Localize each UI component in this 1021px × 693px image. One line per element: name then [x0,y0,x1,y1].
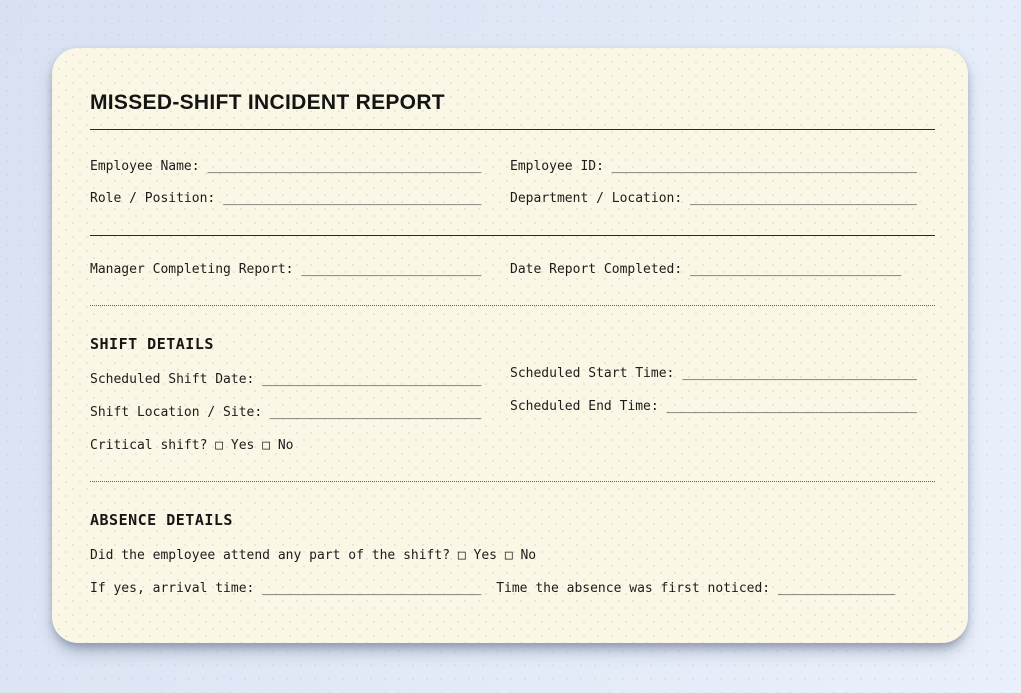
first-noticed-label: Time the absence was first noticed: [496,581,771,596]
shift-details-heading: SHIFT DETAILS [90,335,214,353]
page-title: MISSED-SHIFT INCIDENT REPORT [90,91,445,114]
critical-shift-no-checkbox[interactable]: □ [262,438,271,453]
role-position-blank[interactable]: _________________________________ [223,191,482,206]
shift-details-right-column [510,367,935,452]
employee-id-blank[interactable]: _______________________________________ [611,159,917,174]
attended-yes-label: Yes [473,548,497,563]
field-scheduled-shift-date [90,373,510,386]
shift-section-dotted-divider [90,481,935,482]
scheduled-end-time-label: Scheduled End Time: [510,399,659,414]
shift-location-site-label: Shift Location / Site: [90,405,263,420]
meta-section-dotted-divider [90,305,935,306]
shift-details-left-column [90,373,510,452]
scheduled-start-time-blank[interactable]: ______________________________ [682,366,918,381]
manager-label: Manager Completing Report: [90,262,294,277]
field-department-location [510,192,935,205]
critical-shift-yes-checkbox[interactable]: □ [215,438,224,453]
arrival-time-blank[interactable]: ____________________________ [262,581,482,596]
department-location-label: Department / Location: [510,191,683,206]
field-attended-shift [90,549,935,562]
critical-shift-label: Critical shift? [90,438,208,453]
employee-name-blank[interactable]: ___________________________________ [207,159,482,174]
department-location-blank[interactable]: _____________________________ [690,191,917,206]
field-scheduled-start-time [510,367,935,380]
attended-no-checkbox[interactable]: □ [504,548,513,563]
employee-name-label: Employee Name: [90,159,200,174]
attended-shift-label: Did the employee attend any part of the shift? [90,548,451,563]
manager-blank[interactable]: _______________________ [301,262,482,277]
attended-yes-checkbox[interactable]: □ [457,548,466,563]
absence-details-heading: ABSENCE DETAILS [90,511,233,529]
shift-details-section [90,366,935,453]
date-completed-blank[interactable]: ___________________________ [690,262,902,277]
role-position-label: Role / Position: [90,191,216,206]
incident-report-card [52,48,968,643]
title-underline-divider [90,129,935,130]
report-meta-section [90,263,935,276]
critical-shift-no-label: No [277,438,294,453]
shift-location-site-blank[interactable]: ___________________________ [270,405,482,420]
arrival-time-label: If yes, arrival time: [90,581,255,596]
identity-section-divider [90,235,935,236]
date-completed-label: Date Report Completed: [510,262,683,277]
attended-no-label: No [520,548,537,563]
field-manager [90,263,510,276]
identity-section [90,160,935,205]
field-employee-name [90,160,510,173]
field-scheduled-end-time [510,400,935,413]
scheduled-shift-date-blank[interactable]: ____________________________ [262,372,482,387]
field-employee-id [510,160,935,173]
scheduled-end-time-blank[interactable]: ________________________________ [666,399,917,414]
scheduled-start-time-label: Scheduled Start Time: [510,366,675,381]
first-noticed-blank[interactable]: _______________ [777,581,896,596]
employee-id-label: Employee ID: [510,159,604,174]
field-critical-shift [90,439,510,452]
absence-times-row [90,582,935,595]
field-role-position [90,192,510,205]
field-shift-location-site [90,406,510,419]
critical-shift-yes-label: Yes [230,438,255,453]
scheduled-shift-date-label: Scheduled Shift Date: [90,372,255,387]
field-date-completed [510,263,935,276]
